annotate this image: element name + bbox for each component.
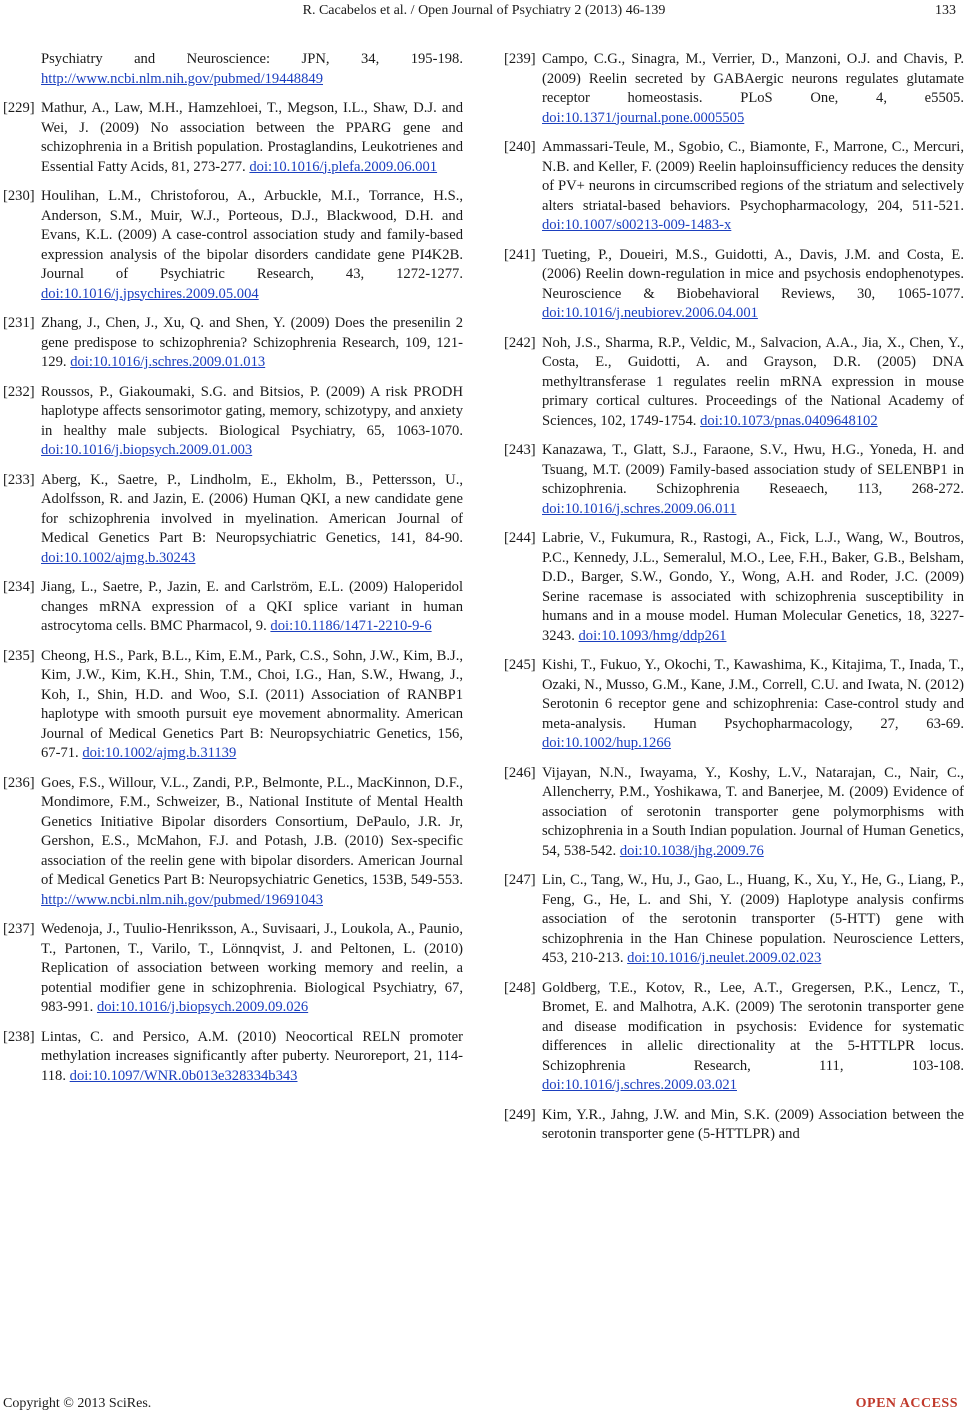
reference-link[interactable]: doi:10.1016/j.jpsychires.2009.05.004 [41,285,259,302]
reference-text: Zhang, J., Chen, J., Xu, Q. and Shen, Y. (2009) Does the presenilin 2 gene predispose to schizophrenia? Schizophrenia Research, 109, 121-129. [41,315,463,370]
reference-link[interactable]: doi:10.1016/j.schres.2009.03.021 [542,1077,737,1093]
reference-text: Vijayan, N.N., Iwayama, Y., Koshy, L.V., Natarajan, C., Nair, C., Allencherry, P.M., Yoshikawa, T. and Banerjee, M. (2009) Evidence of association of serotonin transporter gene polymorphisms with schizophrenia in a South Indian population. Journal of Human Genetics, 54, 538-542. [542,764,964,859]
reference-entry [504,979,964,1096]
reference-text: Aberg, K., Saetre, P., Lindholm, E., Ekholm, B., Pettersson, U., Adolfsson, R. and Jazin, E. (2006) Human QKI, a new candidate gene for schizophrenia involved in myelination. American Journal of Medical Genetics Part B: Neuropsychiatric Genetics, 141, 84-90. [41,471,463,546]
reference-number: [239] [504,51,536,67]
reference-link[interactable]: http://www.ncbi.nlm.nih.gov/pubmed/19448849 [41,70,323,87]
reference-entry [504,441,964,519]
reference-number: [248] [504,979,536,996]
reference-entry [3,1028,463,1087]
left-column [3,50,463,1096]
reference-entry [504,138,964,236]
reference-text: Kishi, T., Fukuo, Y., Okochi, T., Kawashima, K., Kitajima, T., Inada, T., Ozaki, N., Musso, G.M., Kane, J.M., Correll, C.U. and Iwata, N. (2012) Serotonin 6 receptor gene and schizophrenia: Case-control study and meta-analysis. Human Psychopharmacology, 27, 63-69. [542,657,964,732]
reference-entry [3,471,463,569]
right-column [504,50,964,1155]
reference-entry [504,529,964,646]
reference-entry [3,99,463,177]
reference-number: [244] [504,530,536,546]
reference-link[interactable]: doi:10.1007/s00213-009-1483-x [542,217,732,233]
reference-entry [504,246,964,324]
reference-link[interactable]: doi:10.1016/j.plefa.2009.06.001 [249,158,438,175]
reference-link[interactable]: doi:10.1371/journal.pone.0005505 [542,109,745,126]
reference-entry [3,647,463,764]
page-header [0,3,968,25]
reference-number: [235] [3,647,35,664]
reference-number: [249] [504,1106,536,1123]
reference-link[interactable]: doi:10.1002/hup.1266 [542,735,671,751]
reference-entry [3,314,463,373]
reference-entry [3,578,463,637]
reference-text: Cheong, H.S., Park, B.L., Kim, E.M., Park, C.S., Sohn, J.W., Kim, B.J., Kim, J.W., Kim, K.H., Shin, T.M., Choi, I.G., Han, S.W., Hwang, J., Koh, I., Shin, H.D. and Woo, S.I. (2011) Association of RANBP1 haplotype with smooth pursuit eye movement abnormality. American Journal of Medical Genetics Part B: Neuropsychiatric Genetics, 156, 67-71. [41,647,463,761]
reference-number: [232] [3,383,35,400]
reference-number: [237] [3,921,35,937]
reference-link[interactable]: doi:10.1186/1471-2210-9-6 [270,618,432,634]
reference-link[interactable]: doi:10.1093/hmg/ddp261 [578,627,727,644]
reference-text: Lin, C., Tang, W., Hu, J., Gao, L., Huang, K., Xu, Y., He, G., Liang, P., Feng, G., He, L. and Shi, Y. (2009) Haplotype analysis confirms association of the serotonin transporter (5-HTT) gene with schizophrenia in the Han Chinese population. Neuroscience Letters, 453, 210-213. [542,872,964,966]
reference-text: Houlihan, L.M., Christoforou, A., Arbuckle, M.I., Torrance, H.S., Anderson, S.M., Muir, W.J., Porteous, D.J., Blackwood, D.H. and Evans, K.L. (2009) A case-control association study and family-based expression analysis of the bipolar disorders candidate gene PI4K2B. Journal of Psychiatric Research, 43, 1272-1277. [41,188,463,282]
reference-text: Mathur, A., Law, M.H., Hamzehloei, T., Megson, I.L., Shaw, D.J. and Wei, J. (2009) No association between the PPARG gene and schizophrenia in a British population. Prostaglandins, Leukotrienes and Essential Fatty Acids, 81, 273-277. [41,100,463,175]
reference-text: Noh, J.S., Sharma, R.P., Veldic, M., Salvacion, A.A., Jia, X., Chen, Y., Costa, E., Guidotti, A. and Grayson, D.R. (2005) DNA methyltransferase 1 regulates reelin mRNA expression in mouse primary cortical cultures. Proceedings of the National Academy of Sciences, 102, 1749-1754. [542,334,964,429]
reference-entry [504,1106,964,1145]
reference-text: Goldberg, T.E., Kotov, R., Lee, A.T., Gregersen, P.K., Lencz, T., Bromet, E. and Malhotra, A.K. (2009) The serotonin transporter gene and disease modification in psychosis: Evidence for systematic differences in allelic directionality at the 5-HTTLPR locus. Schizophrenia Research, 111, 103-108. [542,979,964,1074]
reference-link[interactable]: doi:10.1097/WNR.0b013e328334b343 [69,1067,298,1084]
reference-link[interactable]: doi:10.1016/j.biopsych.2009.01.003 [41,442,253,458]
reference-entry [504,334,964,432]
reference-link[interactable]: http://www.ncbi.nlm.nih.gov/pubmed/19691043 [41,891,323,908]
reference-number: [231] [3,315,35,331]
reference-text: Psychiatry and Neuroscience: JPN, 34, 195-198. [41,51,463,67]
reference-number: [238] [3,1028,35,1045]
reference-number: [234] [3,579,35,595]
reference-number: [245] [504,657,536,673]
reference-entry [3,774,463,911]
reference-number: [241] [504,246,536,263]
reference-number: [247] [504,872,536,888]
reference-entry [3,187,463,304]
reference-entry [504,656,964,754]
reference-text: Tueting, P., Doueiri, M.S., Guidotti, A., Davis, J.M. and Costa, E. (2006) Reelin down-regulation in mice and psychosis endophenotypes. Neuroscience & Biobehavioral Reviews, 30, 1065-1077. [542,246,964,302]
reference-link[interactable]: doi:10.1002/ajmg.b.30243 [41,549,196,566]
reference-link[interactable]: doi:10.1073/pnas.0409648102 [700,412,878,429]
reference-link[interactable]: doi:10.1038/jhg.2009.76 [619,842,764,859]
reference-text: Kanazawa, T., Glatt, S.J., Faraone, S.V., Hwu, H.G., Yoneda, H. and Tsuang, M.T. (2009) Family-based association study of SELENBP1 in schizophrenia. Schizophrenia Reseaech, 113, 268-272. [542,442,964,497]
reference-text: Campo, C.G., Sinagra, M., Verrier, D., Manzoni, O.J. and Chavis, P. (2009) Reelin secreted by GABAergic neurons regulates glutamate receptor homeostasis. PLoS One, 4, e5505. [542,51,964,106]
reference-number: [230] [3,188,35,204]
reference-text: Roussos, P., Giakoumaki, S.G. and Bitsios, P. (2009) A risk PRODH haplotype affects sensorimotor gating, memory, schizotypy, and anxiety in healthy male subjects. Biological Psychiatry, 65, 1063-1070. [41,383,463,439]
reference-entry [3,920,463,1018]
reference-number: [243] [504,442,536,458]
reference-number: [233] [3,471,35,488]
reference-text: Goes, F.S., Willour, V.L., Zandi, P.P., Belmonte, P.L., MacKinnon, D.F., Mondimore, F.M., Schweizer, B., National Institute of Mental Health Genetics Initiative Bipolar disorders Consortium, DePaulo, J.R. Jr, Gershon, E.S., McMahon, F.J. and Potash, J.B. (2010) Sex-specific association of the reelin gene with bipolar disorders. American Journal of Medical Genetics Part B: Neuropsychiatric Genetics, 153B, 549-553. [41,774,463,888]
reference-link[interactable]: doi:10.1002/ajmg.b.31139 [82,745,237,761]
reference-number: [246] [504,764,536,781]
reference-number: [240] [504,139,536,155]
reference-link[interactable]: doi:10.1016/j.schres.2009.06.011 [542,500,737,517]
page-number: 133 [935,3,956,18]
reference-number: [236] [3,774,35,791]
reference-link[interactable]: doi:10.1016/j.biopsych.2009.09.026 [96,999,309,1015]
reference-text: Kim, Y.R., Jahng, J.W. and Min, S.K. (2009) Association between the serotonin transporter gene (5-HTTLPR) and [542,1106,964,1142]
reference-link[interactable]: doi:10.1016/j.schres.2009.01.013 [70,354,266,370]
open-access-label: OPEN ACCESS [855,1396,958,1411]
running-title: R. Cacabelos et al. / Open Journal of Psychiatry 2 (2013) 46-139 [302,3,666,18]
reference-entry [3,50,463,89]
reference-link[interactable]: doi:10.1016/j.neulet.2009.02.023 [627,950,822,966]
reference-entry [504,871,964,969]
reference-text: Ammassari-Teule, M., Sgobio, C., Biamonte, F., Marrone, C., Mercuri, N.B. and Keller, F. (2009) Reelin haploinsufficiency reduces the density of PV+ neurons in circumscribed regions of the striatum and selectively alters striatal-based behaviors. Psychopharmacology, 204, 511-521. [542,139,964,214]
reference-text: Wedenoja, J., Tuulio-Henriksson, A., Suvisaari, J., Loukola, A., Paunio, T., Partonen, T., Varilo, T., Lönnqvist, J. and Peltonen, L. (2010) Replication of association between working memory and reelin, a potential modifier gene in schizophrenia. Biological Psychiatry, 67, 983-991. [41,921,463,1015]
reference-number: [229] [3,100,35,116]
copyright-notice: Copyright © 2013 SciRes. [3,1396,152,1411]
reference-link[interactable]: doi:10.1016/j.neubiorev.2006.04.001 [542,305,758,321]
reference-entry [504,764,964,862]
reference-text: Lintas, C. and Persico, A.M. (2010) Neocortical RELN promoter methylation increases significantly after puberty. Neuroreport, 21, 114-118. [41,1028,463,1084]
reference-entry [504,50,964,128]
reference-entry [3,383,463,461]
reference-number: [242] [504,334,536,351]
reference-text: Jiang, L., Saetre, P., Jazin, E. and Carlström, E.L. (2009) Haloperidol changes mRNA expression of a QKI splice variant in human astrocytoma cells. BMC Pharmacol, 9. [41,579,463,634]
reference-text: Labrie, V., Fukumura, R., Rastogi, A., Fick, L.J., Wang, W., Boutros, P.C., Kennedy, J.L., Semeralul, M.O., Lee, F.H., Baker, G.B., Belsham, D.D., Barger, S.W., Gondo, Y., Wong, A.H. and Roder, J.C. (2009) Serine racemase is associated with schizophrenia susceptibility in humans and in a mouse model. Human Molecular Genetics, 18, 3227-3243. [542,530,964,644]
